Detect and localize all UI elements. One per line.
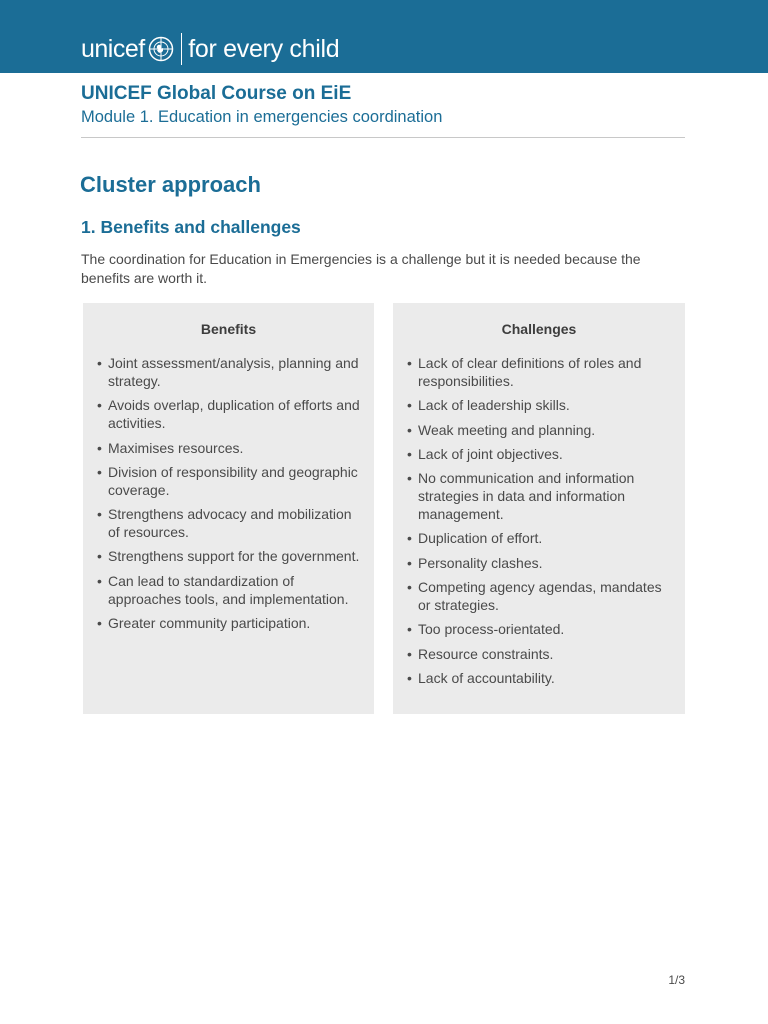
bullet-icon: • — [97, 397, 102, 414]
bullet-icon: • — [97, 548, 102, 565]
list-item — [406, 529, 675, 547]
module-title: Module 1. Education in emergencies coordination — [81, 108, 443, 126]
logo-divider — [181, 33, 183, 65]
challenge-text: Resource constraints. — [418, 645, 554, 662]
list-item — [96, 572, 364, 608]
challenges-heading: Challenges — [501, 321, 577, 337]
header-band — [0, 0, 768, 73]
list-item — [96, 463, 364, 499]
list-item — [96, 505, 364, 541]
list-item — [96, 396, 364, 432]
bullet-icon: • — [97, 506, 102, 523]
course-title: UNICEF Global Course on EiE — [81, 83, 352, 104]
header-divider — [81, 137, 685, 138]
list-item — [406, 396, 675, 414]
challenges-panel — [393, 303, 685, 714]
list-item — [96, 354, 364, 390]
challenge-text: Lack of joint objectives. — [418, 445, 563, 462]
challenge-text: Lack of accountability. — [418, 669, 555, 686]
logo-tagline: for every child — [188, 34, 340, 63]
bullet-icon: • — [97, 439, 102, 456]
challenge-text: No communication and information strategies in data and information management. — [418, 470, 635, 523]
bullet-icon: • — [97, 463, 102, 480]
list-item — [406, 354, 675, 390]
list-item — [406, 669, 675, 687]
benefit-text: Joint assessment/analysis, planning and strategy. — [108, 355, 359, 389]
challenge-text: Too process-orientated. — [418, 621, 565, 638]
bullet-icon: • — [97, 355, 102, 371]
bullet-icon: • — [407, 470, 412, 487]
challenge-text: Duplication of effort. — [418, 530, 543, 547]
bullet-icon: • — [407, 645, 412, 662]
list-item — [406, 421, 675, 439]
benefit-text: Strengthens advocacy and mobilization of resources. — [108, 506, 352, 541]
unicef-logo — [81, 32, 339, 66]
benefits-heading: Benefits — [200, 321, 257, 337]
challenge-text: Competing agency agendas, mandates or strategies. — [418, 579, 662, 614]
list-item — [406, 620, 675, 638]
list-item — [406, 578, 675, 614]
list-item — [96, 439, 364, 457]
challenges-list — [406, 354, 675, 693]
challenge-text: Weak meeting and planning. — [418, 421, 596, 438]
list-item — [96, 614, 364, 632]
bullet-icon: • — [407, 397, 412, 414]
challenge-text: Personality clashes. — [418, 554, 543, 571]
logo-word: unicef — [81, 34, 145, 63]
bullet-icon: • — [407, 579, 412, 596]
bullet-icon: • — [97, 615, 102, 632]
bullet-icon: • — [407, 669, 412, 686]
benefit-text: Greater community participation. — [108, 615, 311, 632]
benefit-text: Division of responsibility and geographic coverage. — [108, 463, 358, 498]
benefit-text: Strengthens support for the government. — [108, 548, 360, 565]
bullet-icon: • — [407, 355, 412, 371]
subsection-title: 1. Benefits and challenges — [81, 217, 301, 237]
benefits-panel — [83, 303, 374, 714]
benefit-text: Maximises resources. — [108, 439, 244, 456]
bullet-icon: • — [407, 421, 412, 438]
unicef-emblem-icon — [148, 36, 174, 62]
challenge-text: Lack of leadership skills. — [418, 397, 570, 414]
list-item — [406, 445, 675, 463]
bullet-icon: • — [407, 554, 412, 571]
bullet-icon: • — [407, 621, 412, 638]
section-title: Cluster approach — [80, 172, 261, 197]
list-item — [406, 469, 675, 523]
bullet-icon: • — [407, 530, 412, 547]
list-item — [406, 554, 675, 572]
challenge-text: Lack of clear definitions of roles and responsibilities. — [418, 355, 642, 389]
benefit-text: Avoids overlap, duplication of efforts and activities. — [108, 397, 360, 432]
page-number: 1/3 — [668, 973, 685, 987]
bullet-icon: • — [407, 445, 412, 462]
list-item — [96, 547, 364, 565]
benefit-text: Can lead to standardization of approaches tools, and implementation. — [108, 572, 349, 607]
list-item — [406, 645, 675, 663]
benefits-list — [96, 354, 364, 638]
intro-paragraph: The coordination for Education in Emergencies is a challenge but it is needed because the benefits are worth it. — [81, 251, 641, 286]
bullet-icon: • — [97, 572, 102, 589]
